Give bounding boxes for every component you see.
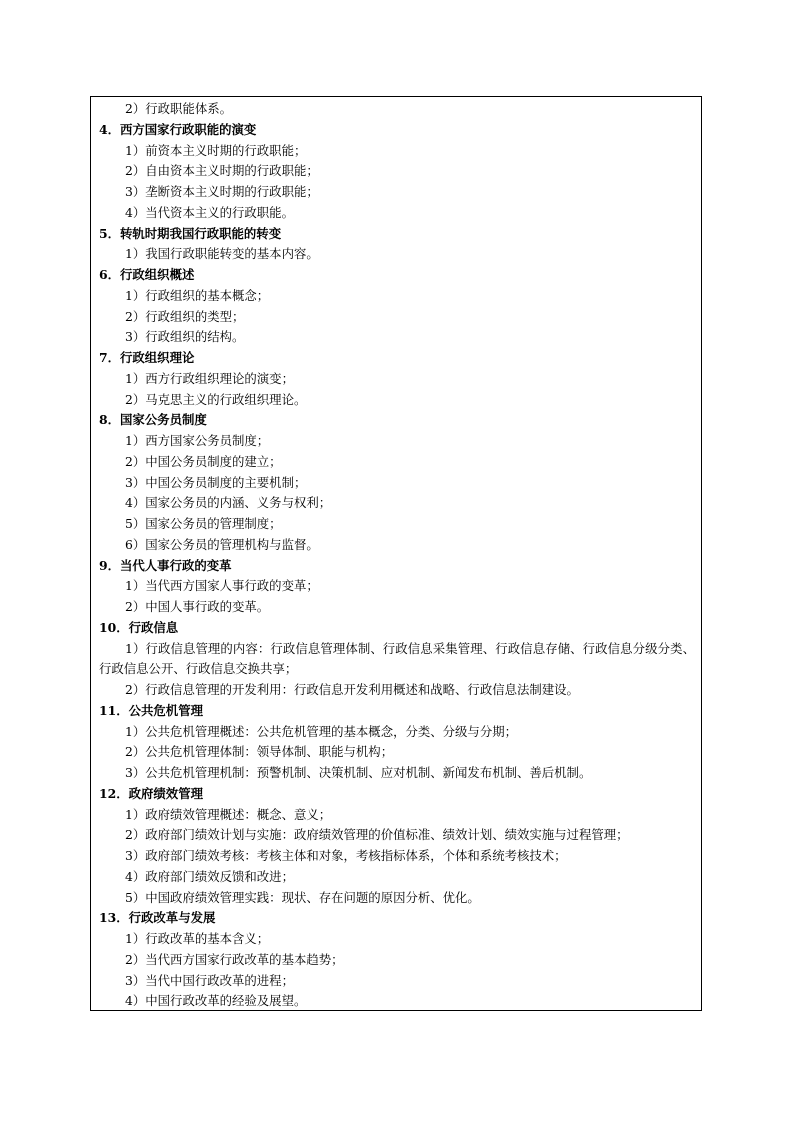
list-item: 1）西方行政组织理论的演变； [125, 370, 294, 386]
list-item: 1）公共危机管理概述：公共危机管理的基本概念，分类、分级与分期； [125, 723, 517, 739]
section-heading-8: 8．国家公务员制度 [99, 412, 207, 428]
list-item: 3）垄断资本主义时期的行政职能； [125, 184, 319, 199]
list-item: 2）中国公务员制度的建立； [125, 453, 282, 469]
list-item: 2）公共危机管理体制：领导体制、职能与机构； [125, 744, 394, 760]
list-item: 2）马克思主义的行政组织理论。 [125, 391, 307, 407]
section-heading-13: 13．行政改革与发展 [99, 910, 216, 926]
list-item: 3）当代中国行政改革的进程； [125, 972, 294, 988]
list-item: 2）行政职能体系。 [125, 101, 233, 116]
list-item: 4）国家公务员的内涵、义务与权利； [125, 495, 332, 511]
paragraph-item: 1）行政信息管理的内容：行政信息管理体制、行政信息采集管理、行政信息存储、行政信息分级分类、行政信息公开、行政信息交换共享； [99, 640, 695, 677]
section-heading-5: 5．转轨时期我国行政职能的转变 [99, 225, 282, 241]
section-heading-4: 4．西方国家行政职能的演变 [99, 121, 257, 137]
list-item: 2）自由资本主义时期的行政职能； [125, 163, 319, 179]
list-item: 1）行政改革的基本含义； [125, 931, 270, 946]
list-item: 1）当代西方国家人事行政的变革； [125, 578, 319, 594]
list-item: 4）政府部门绩效反馈和改进； [125, 868, 294, 884]
list-item: 6）国家公务员的管理机构与监督。 [125, 536, 319, 552]
list-item: 3）公共危机管理机制：预警机制、决策机制、应对机制、新闻发布机制、善后机制。 [125, 765, 592, 780]
list-item: 1）前资本主义时期的行政职能； [125, 142, 307, 158]
list-item: 2）行政信息管理的开发利用：行政信息开发利用概述和战略、行政信息法制建设。 [125, 682, 579, 697]
list-item: 2）政府部门绩效计划与实施：政府绩效管理的价值标准、绩效计划、绩效实施与过程管理； [125, 827, 629, 843]
list-item: 5）国家公务员的管理制度； [125, 516, 282, 531]
section-heading-10: 10．行政信息 [99, 619, 179, 635]
section-heading-11: 11．公共危机管理 [99, 702, 203, 718]
list-item: 4）当代资本主义的行政职能。 [125, 204, 294, 220]
section-heading-12: 12．政府绩效管理 [99, 785, 203, 801]
syllabus-table [90, 96, 702, 1011]
list-item: 2）中国人事行政的变革。 [125, 599, 270, 614]
list-item: 1）西方国家公务员制度； [125, 433, 270, 448]
list-item: 1）政府绩效管理概述：概念、意义； [125, 806, 332, 822]
section-heading-9: 9．当代人事行政的变革 [99, 557, 232, 573]
list-item: 3）中国公务员制度的主要机制； [125, 474, 307, 490]
section-heading-6: 6．行政组织概述 [99, 267, 195, 282]
list-item: 2）行政组织的类型； [125, 308, 245, 324]
list-item: 1）我国行政职能转变的基本内容。 [125, 246, 319, 262]
list-item: 3）政府部门绩效考核：考核主体和对象，考核指标体系，个体和系统考核技术； [125, 848, 567, 863]
list-item: 1）行政组织的基本概念； [125, 287, 270, 303]
section-heading-7: 7．行政组织理论 [99, 350, 195, 365]
list-item: 3）行政组织的结构。 [125, 329, 245, 345]
list-item: 4）中国行政改革的经验及展望。 [125, 993, 307, 1009]
list-item: 5）中国政府绩效管理实践：现状、存在问题的原因分析、优化。 [125, 889, 480, 905]
list-item: 2）当代西方国家行政改革的基本趋势； [125, 951, 344, 967]
